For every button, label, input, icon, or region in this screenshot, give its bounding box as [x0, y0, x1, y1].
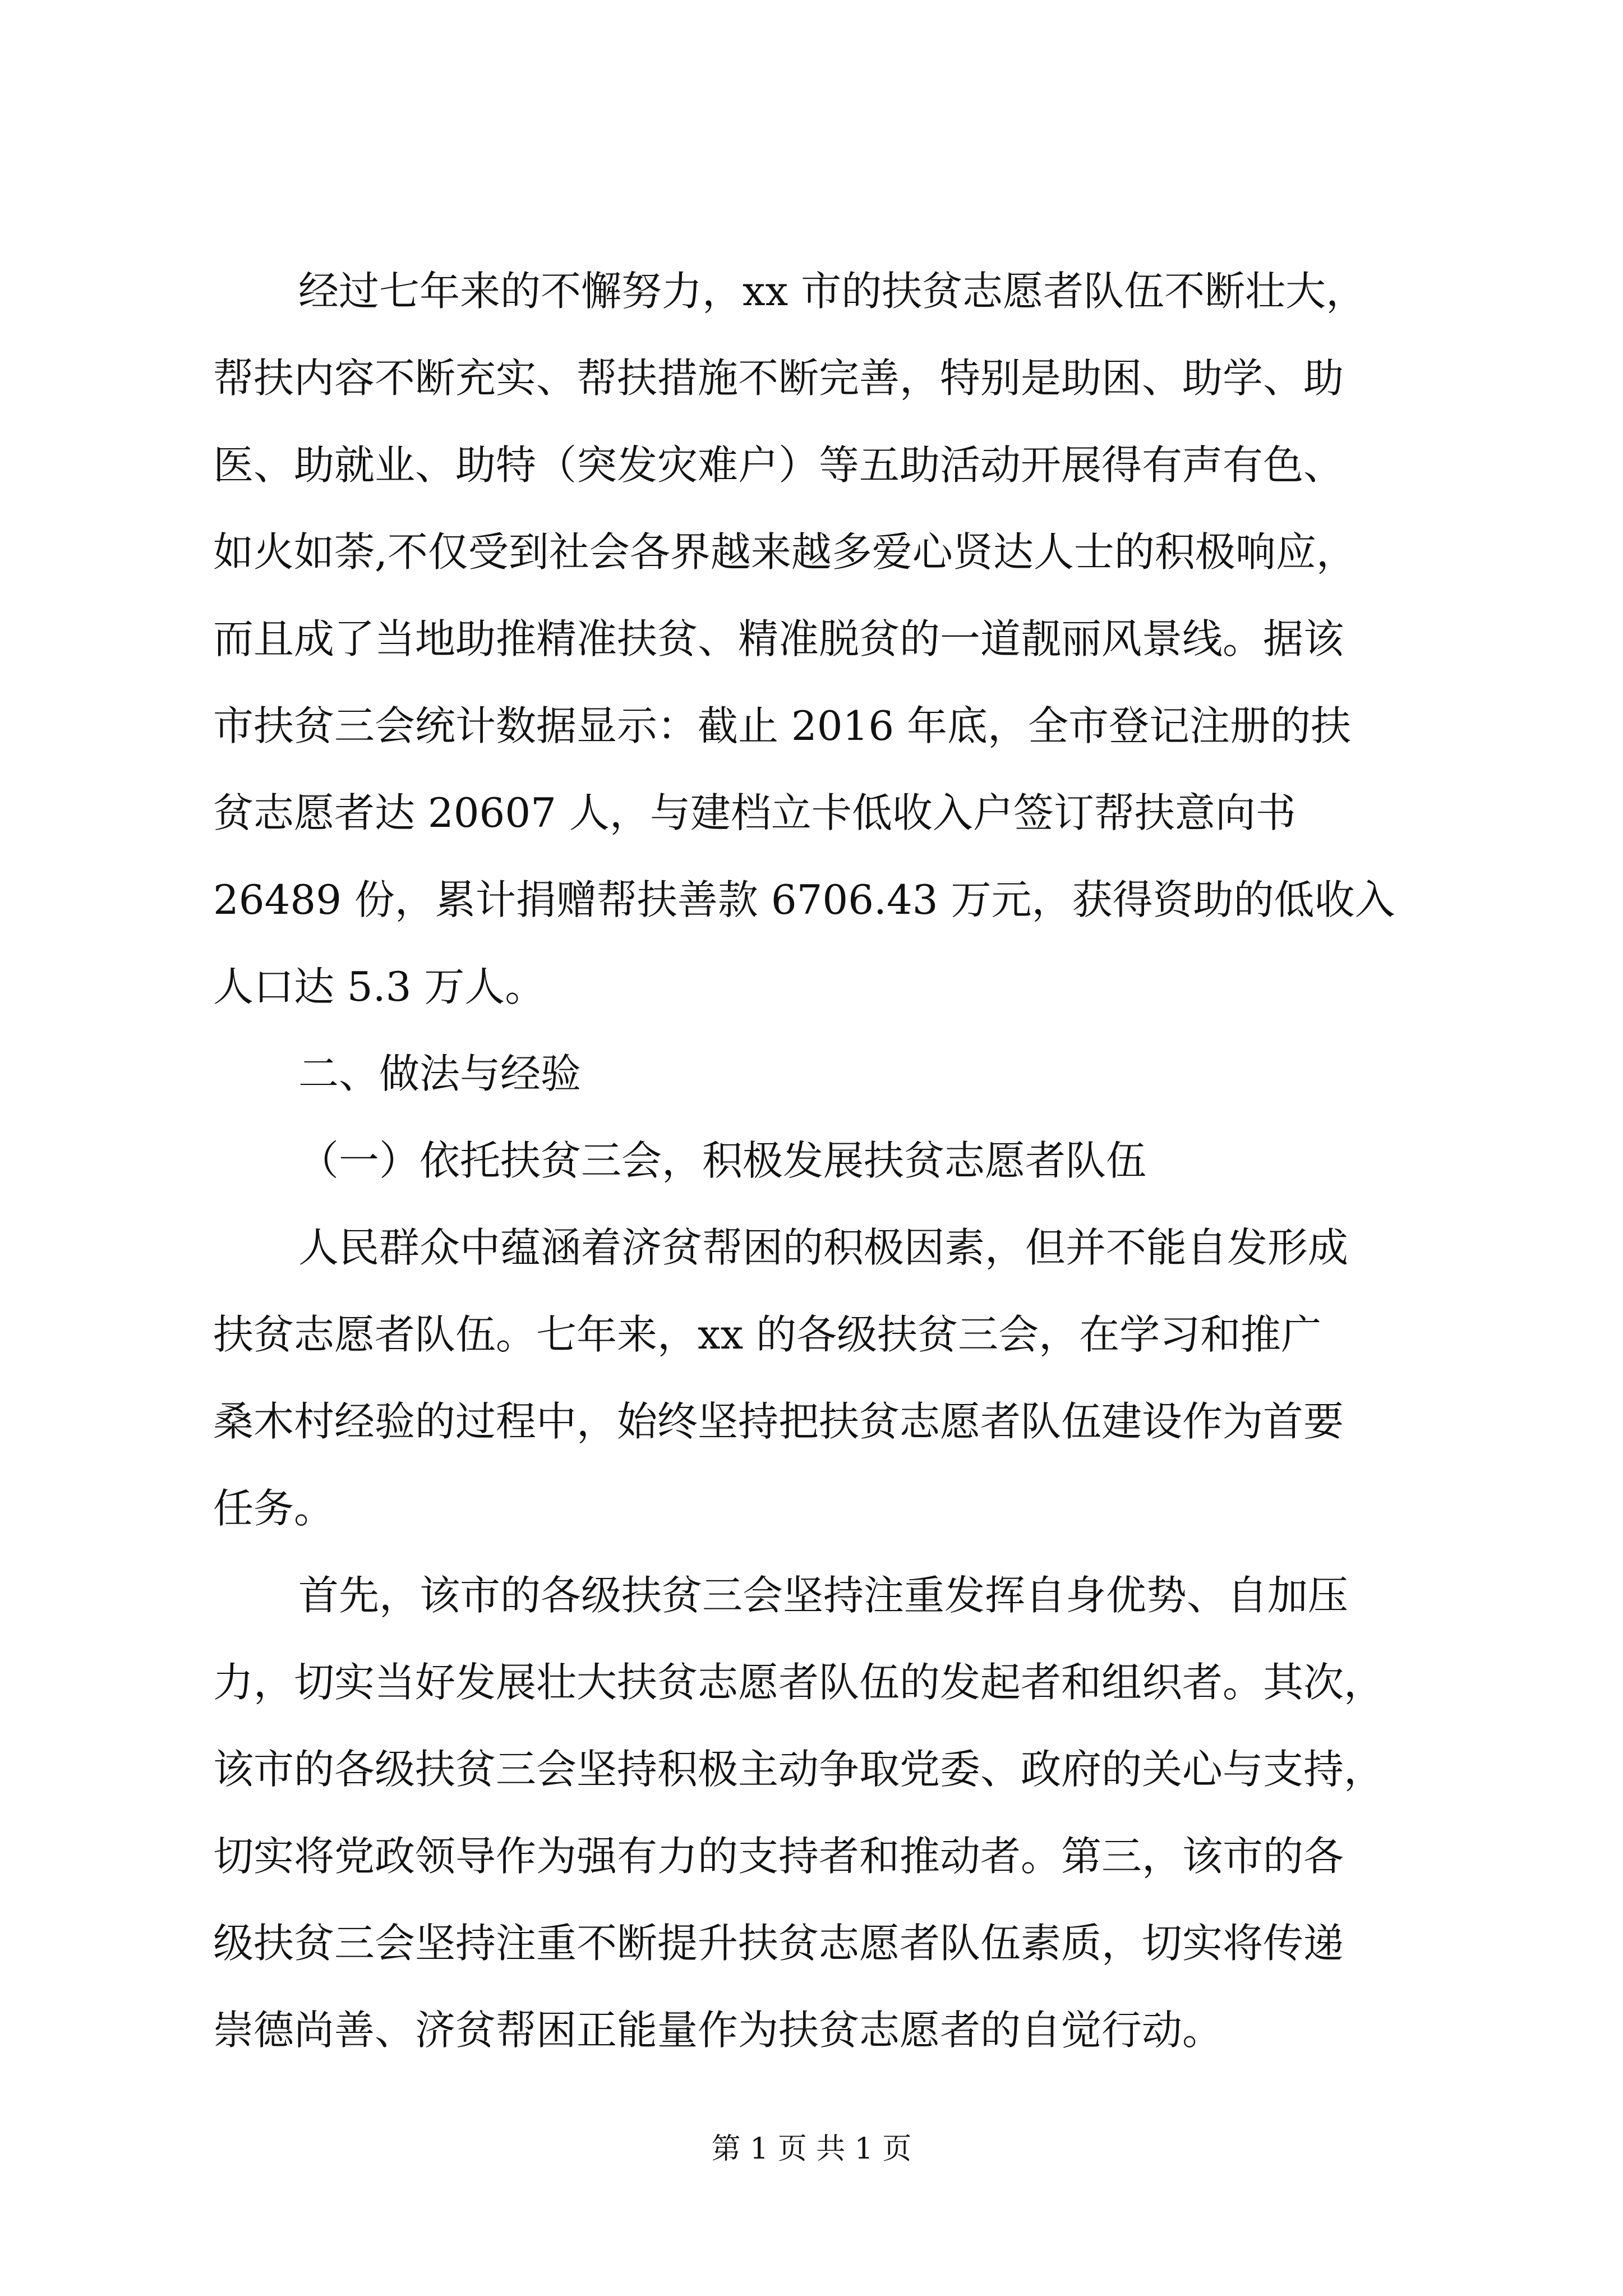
subsection-heading: （一）依托扶贫三会，积极发展扶贫志愿者队伍: [298, 1137, 1147, 1184]
text-line: 而且成了当地助推精准扶贫、精准脱贫的一道靓丽风景线。据该: [213, 615, 1344, 662]
text-line: 切实将党政领导作为强有力的支持者和推动者。第三，该市的各: [213, 1833, 1344, 1880]
text-line: 崇德尚善、济贫帮困正能量作为扶贫志愿者的自觉行动。: [213, 2007, 1223, 2054]
text-line: 桑木村经验的过程中，始终坚持把扶贫志愿者队伍建设作为首要: [213, 1398, 1344, 1445]
text-line: 级扶贫三会坚持注重不断提升扶贫志愿者队伍素质，切实将传递: [213, 1920, 1344, 1967]
text-line: 力，切实当好发展壮大扶贫志愿者队伍的发起者和组织者。其次，: [213, 1659, 1385, 1706]
text-line: 医、助就业、助特（突发灾难户）等五助活动开展得有声有色、: [213, 441, 1344, 489]
text-line: 该市的各级扶贫三会坚持积极主动争取党委、政府的关心与支持，: [213, 1746, 1385, 1793]
text-line: 人民群众中蕴涵着济贫帮困的积极因素，但并不能自发形成: [298, 1224, 1349, 1271]
text-line: 人口达 5.3 万人。: [213, 963, 546, 1010]
text-line: 任务。: [213, 1485, 335, 1532]
text-line: 经过七年来的不懈努力，xx 市的扶贫志愿者队伍不断壮大，: [298, 268, 1367, 315]
text-line: 贫志愿者达 20607 人，与建档立卡低收入户签订帮扶意向书: [213, 789, 1296, 836]
text-line: 首先，该市的各级扶贫三会坚持注重发挥自身优势、自加压: [298, 1572, 1349, 1619]
text-line: 26489 份，累计捐赠帮扶善款 6706.43 万元，获得资助的低收入: [213, 876, 1395, 923]
text-line: 扶贫志愿者队伍。七年来，xx 的各级扶贫三会，在学习和推广: [213, 1311, 1322, 1358]
text-line: 帮扶内容不断充实、帮扶措施不断完善，特别是助困、助学、助: [213, 355, 1344, 402]
text-line: 市扶贫三会统计数据显示：截止 2016 年底，全市登记注册的扶: [213, 702, 1352, 749]
page-footer: 第 1 页 共 1 页: [711, 2132, 912, 2166]
section-heading: 二、做法与经验: [298, 1050, 582, 1097]
text-line: 如火如荼,不仅受到社会各界越来越多爱心贤达人士的积极响应，: [213, 528, 1357, 576]
